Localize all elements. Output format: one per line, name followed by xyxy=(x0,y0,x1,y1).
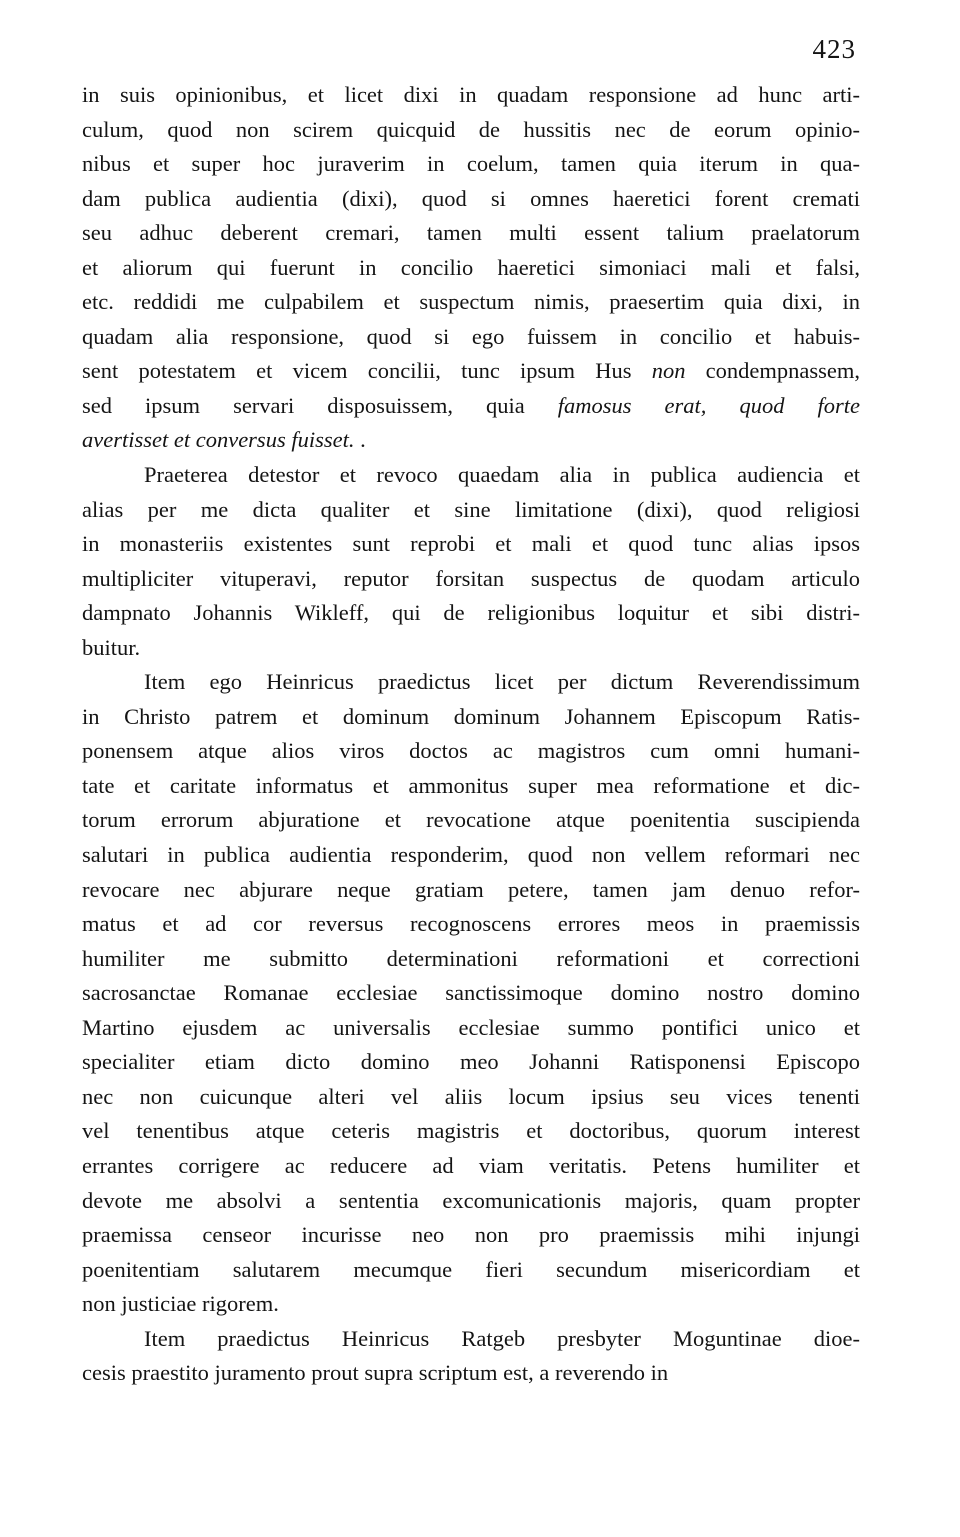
text-line xyxy=(82,1114,860,1149)
text-run: et aliorum qui fuerunt in concilio haeretici simoniaci mali et falsi, xyxy=(82,254,860,280)
text-run: dampnato Johannis Wikleff, qui de religionibus loquitur et sibi distri- xyxy=(82,600,860,626)
text-run: praemissa censeor incurisse neo non pro praemissis mihi injungi xyxy=(82,1222,860,1248)
text-line xyxy=(82,631,860,666)
text-line xyxy=(82,1149,860,1184)
paragraph xyxy=(82,1322,860,1391)
text-run: in Christo patrem et dominum dominum Johannem Episcopum Ratis- xyxy=(82,703,860,729)
italic-text-run: non xyxy=(651,358,686,384)
text-run: cesis praestito juramento prout supra scriptum est, a reverendo in xyxy=(82,1360,669,1386)
text-run: . xyxy=(354,427,366,453)
text-line xyxy=(82,1322,860,1357)
text-line xyxy=(82,1356,860,1391)
text-run: seu adhuc deberent cremari, tamen multi essent talium praelatorum xyxy=(82,220,860,246)
text-run: matus et ad cor reversus recognoscens errores meos in praemissis xyxy=(82,911,860,937)
text-run: alias per me dicta qualiter et sine limitatione (dixi), quod religiosi xyxy=(82,496,860,522)
text-run: condempnassem, xyxy=(685,358,860,384)
text-line xyxy=(82,320,860,355)
page-number: 423 xyxy=(812,34,856,64)
text-run: torum errorum abjuratione et revocatione atque poenitentia suscipienda xyxy=(82,807,860,833)
text-line xyxy=(82,734,860,769)
text-run: etc. reddidi me culpabilem et suspectum nimis, praesertim quia dixi, in xyxy=(82,289,860,315)
text-run: culum, quod non scirem quicquid de hussitis nec de eorum opinio- xyxy=(82,116,860,142)
text-line xyxy=(82,251,860,286)
text-run: revocare nec abjurare neque gratiam petere, tamen jam denuo refor- xyxy=(82,876,860,902)
text-run: Praeterea detestor et revoco quaedam alia in publica audiencia et xyxy=(144,462,860,488)
text-run: errantes corrigere ac reducere ad viam veritatis. Petens humiliter et xyxy=(82,1152,860,1178)
text-line xyxy=(82,527,860,562)
text-line xyxy=(82,78,860,113)
text-line xyxy=(82,389,860,424)
text-line xyxy=(82,942,860,977)
text-run: Item ego Heinricus praedictus licet per dictum Reverendissimum xyxy=(144,669,860,695)
paragraph xyxy=(82,78,860,458)
text-run: specialiter etiam dicto domino meo Johanni Ratisponensi Episcopo xyxy=(82,1049,860,1075)
text-line xyxy=(82,285,860,320)
text-line xyxy=(82,803,860,838)
text-line xyxy=(82,1218,860,1253)
text-line xyxy=(82,562,860,597)
text-line xyxy=(82,423,860,458)
text-run: tate et caritate informatus et ammonitus super mea reformatione et dic- xyxy=(82,772,860,798)
paragraph xyxy=(82,458,860,665)
text-run: salutari in publica audientia responderim, quod non vellem reformari nec xyxy=(82,842,860,868)
text-run: quadam alia responsione, quod si ego fuissem in concilio et habuis- xyxy=(82,323,860,349)
italic-text-run: avertisset et conversus fuisset. xyxy=(82,427,355,453)
text-run: devote me absolvi a sententia excomunicationis majoris, quam propter xyxy=(82,1187,860,1213)
text-line xyxy=(82,1184,860,1219)
text-line xyxy=(82,1080,860,1115)
text-run: in suis opinionibus, et licet dixi in quadam responsione ad hunc arti- xyxy=(82,82,860,107)
text-line xyxy=(82,1045,860,1080)
body-text xyxy=(82,78,860,1391)
text-line xyxy=(82,1253,860,1288)
text-run: dam publica audientia (dixi), quod si omnes haeretici forent cremati xyxy=(82,185,860,211)
text-line xyxy=(82,182,860,217)
text-run: sed ipsum servari disposuissem, quia xyxy=(82,392,558,418)
text-line xyxy=(82,976,860,1011)
text-line xyxy=(82,493,860,528)
text-line xyxy=(82,147,860,182)
paragraph xyxy=(82,665,860,1321)
text-line xyxy=(82,873,860,908)
text-run: in monasteriis existentes sunt reprobi et mali et quod tunc alias ipsos xyxy=(82,531,860,557)
text-line xyxy=(82,838,860,873)
text-line xyxy=(82,700,860,735)
text-run: Item praedictus Heinricus Ratgeb presbyter Moguntinae dioe- xyxy=(144,1325,860,1351)
text-line xyxy=(82,458,860,493)
text-line xyxy=(82,907,860,942)
text-line xyxy=(82,1011,860,1046)
text-run: vel tenentibus atque ceteris magistris et doctoribus, quorum interest xyxy=(82,1118,860,1144)
text-line xyxy=(82,665,860,700)
text-run: Martino ejusdem ac universalis ecclesiae summo pontifici unico et xyxy=(82,1014,860,1040)
italic-text-run: famosus erat, quod forte xyxy=(557,392,860,418)
text-run: poenitentiam salutarem mecumque fieri secundum misericordiam et xyxy=(82,1256,860,1282)
text-run: nibus et super hoc juraverim in coelum, tamen quia iterum in qua- xyxy=(82,151,860,177)
text-run: sent potestatem et vicem concilii, tunc ipsum Hus xyxy=(82,358,652,384)
text-line xyxy=(82,596,860,631)
text-run: nec non cuicunque alteri vel aliis locum ipsius seu vices tenenti xyxy=(82,1083,860,1109)
text-run: non justiciae rigorem. xyxy=(82,1291,279,1317)
text-run: humiliter me submitto determinationi reformationi et correctioni xyxy=(82,945,860,971)
text-line xyxy=(82,769,860,804)
text-line xyxy=(82,1287,860,1322)
text-line xyxy=(82,216,860,251)
text-run: multipliciter vituperavi, reputor forsitan suspectus de quodam articulo xyxy=(82,565,860,591)
text-line xyxy=(82,354,860,389)
text-line xyxy=(82,113,860,148)
text-run: buitur. xyxy=(82,634,141,660)
text-run: sacrosanctae Romanae ecclesiae sanctissimoque domino nostro domino xyxy=(82,980,860,1006)
text-run: ponensem atque alios viros doctos ac magistros cum omni humani- xyxy=(82,738,860,764)
